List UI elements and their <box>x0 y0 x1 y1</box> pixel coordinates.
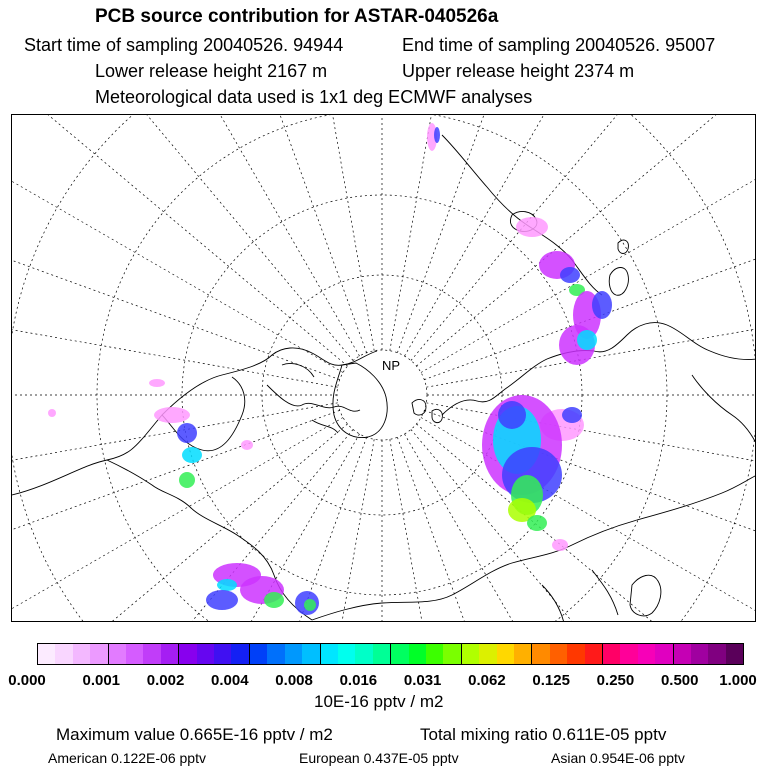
american-contribution-label: American 0.122E-06 pptv <box>48 750 206 766</box>
colorbar-swatch <box>497 644 514 664</box>
coastline-kamchatka <box>542 570 618 622</box>
meridian-line <box>405 434 757 622</box>
colorbar-swatch <box>285 644 302 664</box>
colorbar-tick-label: 0.002 <box>146 672 185 689</box>
meridian-line <box>424 410 756 622</box>
coastline-europe <box>594 323 756 360</box>
meridian-line <box>411 429 756 622</box>
coastline-north-america <box>12 348 377 495</box>
latitude-circle <box>262 275 502 515</box>
colorbar-tick-label: 0.001 <box>82 672 121 689</box>
meridian-line <box>12 115 343 373</box>
colorbar-tick-label: 0.125 <box>532 672 570 689</box>
plume-patch <box>154 407 190 423</box>
colorbar-swatch <box>250 644 267 664</box>
plume-patch <box>182 447 202 463</box>
meridian-line <box>12 115 348 366</box>
colorbar-swatch <box>409 644 426 664</box>
north-pole-label: NP <box>382 358 401 373</box>
colorbar-tick-label: 0.004 <box>211 672 249 689</box>
colorbar-swatch <box>373 644 391 664</box>
pole-markers <box>382 358 400 373</box>
colorbar-swatch <box>726 644 743 664</box>
colorbar-unit-label: 10E-16 pptv / m2 <box>314 692 444 711</box>
colorbar-swatch <box>90 644 108 664</box>
plume-patch <box>179 472 195 488</box>
plume-patch <box>304 599 316 611</box>
colorbar-swatch <box>214 644 231 664</box>
meridian-line <box>12 115 353 361</box>
plume-patch <box>177 423 197 443</box>
colorbar-swatch <box>708 644 725 664</box>
plume-patch <box>498 401 526 429</box>
lower-release-height-label: Lower release height 2167 m <box>95 61 328 81</box>
colorbar-tick-label: 0.016 <box>339 672 378 689</box>
plot-title: PCB source contribution for ASTAR-040526a <box>95 6 499 27</box>
colorbar-swatch <box>109 644 126 664</box>
coastline-ireland-uk <box>609 240 628 295</box>
colorbar-swatch <box>514 644 532 664</box>
colorbar-swatch <box>620 644 637 664</box>
meridian-line <box>12 424 348 622</box>
total-mixing-ratio-label: Total mixing ratio 0.611E-05 pptv <box>420 725 667 744</box>
meridian-line <box>12 418 343 623</box>
colorbar-tick-label: 0.062 <box>468 672 506 689</box>
end-time-label: End time of sampling 20040526. 95007 <box>402 35 716 55</box>
meridian-line <box>12 410 340 622</box>
colorbar-swatch <box>655 644 673 664</box>
colorbar-swatch <box>179 644 196 664</box>
colorbar-swatch <box>585 644 603 664</box>
european-contribution-label: European 0.437E-05 pptv <box>299 750 459 766</box>
colorbar-swatch <box>443 644 461 664</box>
colorbar-swatch <box>355 644 372 664</box>
colorbar-swatch <box>267 644 284 664</box>
meridian-line <box>416 424 756 622</box>
asian-contribution-label: Asian 0.954E-06 pptv <box>551 750 685 766</box>
coastline-japan <box>630 575 661 616</box>
start-time-label: Start time of sampling 20040526. 94944 <box>24 35 344 55</box>
plume-patch <box>592 291 612 319</box>
plume-patch <box>562 407 582 423</box>
colorbar-swatch <box>126 644 143 664</box>
plume-patch <box>217 579 237 591</box>
plume-patch <box>48 409 56 417</box>
colorbar-swatch <box>603 644 620 664</box>
meridian-line <box>12 239 338 387</box>
plume-patch <box>264 592 284 608</box>
plume-patch <box>149 379 165 387</box>
colorbar-tick-label: 1.000 <box>719 672 757 689</box>
polar-map-canvas <box>12 115 756 622</box>
plume-patch <box>241 440 253 450</box>
colorbar-swatch <box>532 644 549 664</box>
colorbar-swatch <box>73 644 90 664</box>
plume-patch <box>206 590 238 610</box>
meridian-line <box>426 403 756 551</box>
meridian-line <box>390 115 538 351</box>
plume-patch <box>434 127 440 143</box>
colorbar-swatch <box>197 644 214 664</box>
colorbar-swatch <box>321 644 338 664</box>
meridian-line <box>74 115 366 353</box>
colorbar-tick-label: 0.000 <box>8 672 46 689</box>
plume-patch <box>516 217 548 237</box>
colorbar-swatch <box>567 644 584 664</box>
plume-patch <box>527 515 547 531</box>
pcb-plumes <box>48 123 612 615</box>
coastline-arabia <box>692 375 756 445</box>
colorbar-swatch <box>55 644 72 664</box>
colorbar-tick-label: 0.031 <box>403 672 442 689</box>
plume-patch <box>560 267 580 283</box>
colorbar-swatch <box>38 644 55 664</box>
plume-patch <box>577 330 597 350</box>
colorbar-swatch <box>391 644 408 664</box>
upper-release-height-label: Upper release height 2374 m <box>402 61 635 81</box>
meridian-line <box>12 115 360 356</box>
colorbar-swatch <box>638 644 655 664</box>
meteorological-data-label: Meteorological data used is 1x1 deg ECMWF analyses <box>95 87 533 107</box>
polar-map <box>11 114 756 622</box>
colorbar-tick-label: 0.008 <box>275 672 313 689</box>
colorbar-swatch <box>479 644 496 664</box>
colorbar-swatch <box>231 644 249 664</box>
coastlines <box>12 135 756 622</box>
colorbar-swatch <box>161 644 179 664</box>
meridian-line <box>226 115 374 351</box>
colorbar-swatch <box>674 644 691 664</box>
coastline-greenland <box>333 363 387 438</box>
colorbar-swatch <box>338 644 355 664</box>
colorbar-swatch <box>302 644 320 664</box>
meridian-line <box>12 115 340 380</box>
maximum-value-label: Maximum value 0.665E-16 pptv / m2 <box>56 725 333 744</box>
colorbar-swatch <box>691 644 708 664</box>
colorbar-swatch <box>462 644 479 664</box>
colorbar-tick-label: 0.500 <box>660 672 699 689</box>
plume-patch <box>552 539 568 551</box>
colorbar <box>37 643 744 665</box>
colorbar-swatch <box>426 644 443 664</box>
colorbar-tick-label: 0.250 <box>596 672 635 689</box>
colorbar-swatch <box>550 644 567 664</box>
colorbar-swatch <box>143 644 160 664</box>
